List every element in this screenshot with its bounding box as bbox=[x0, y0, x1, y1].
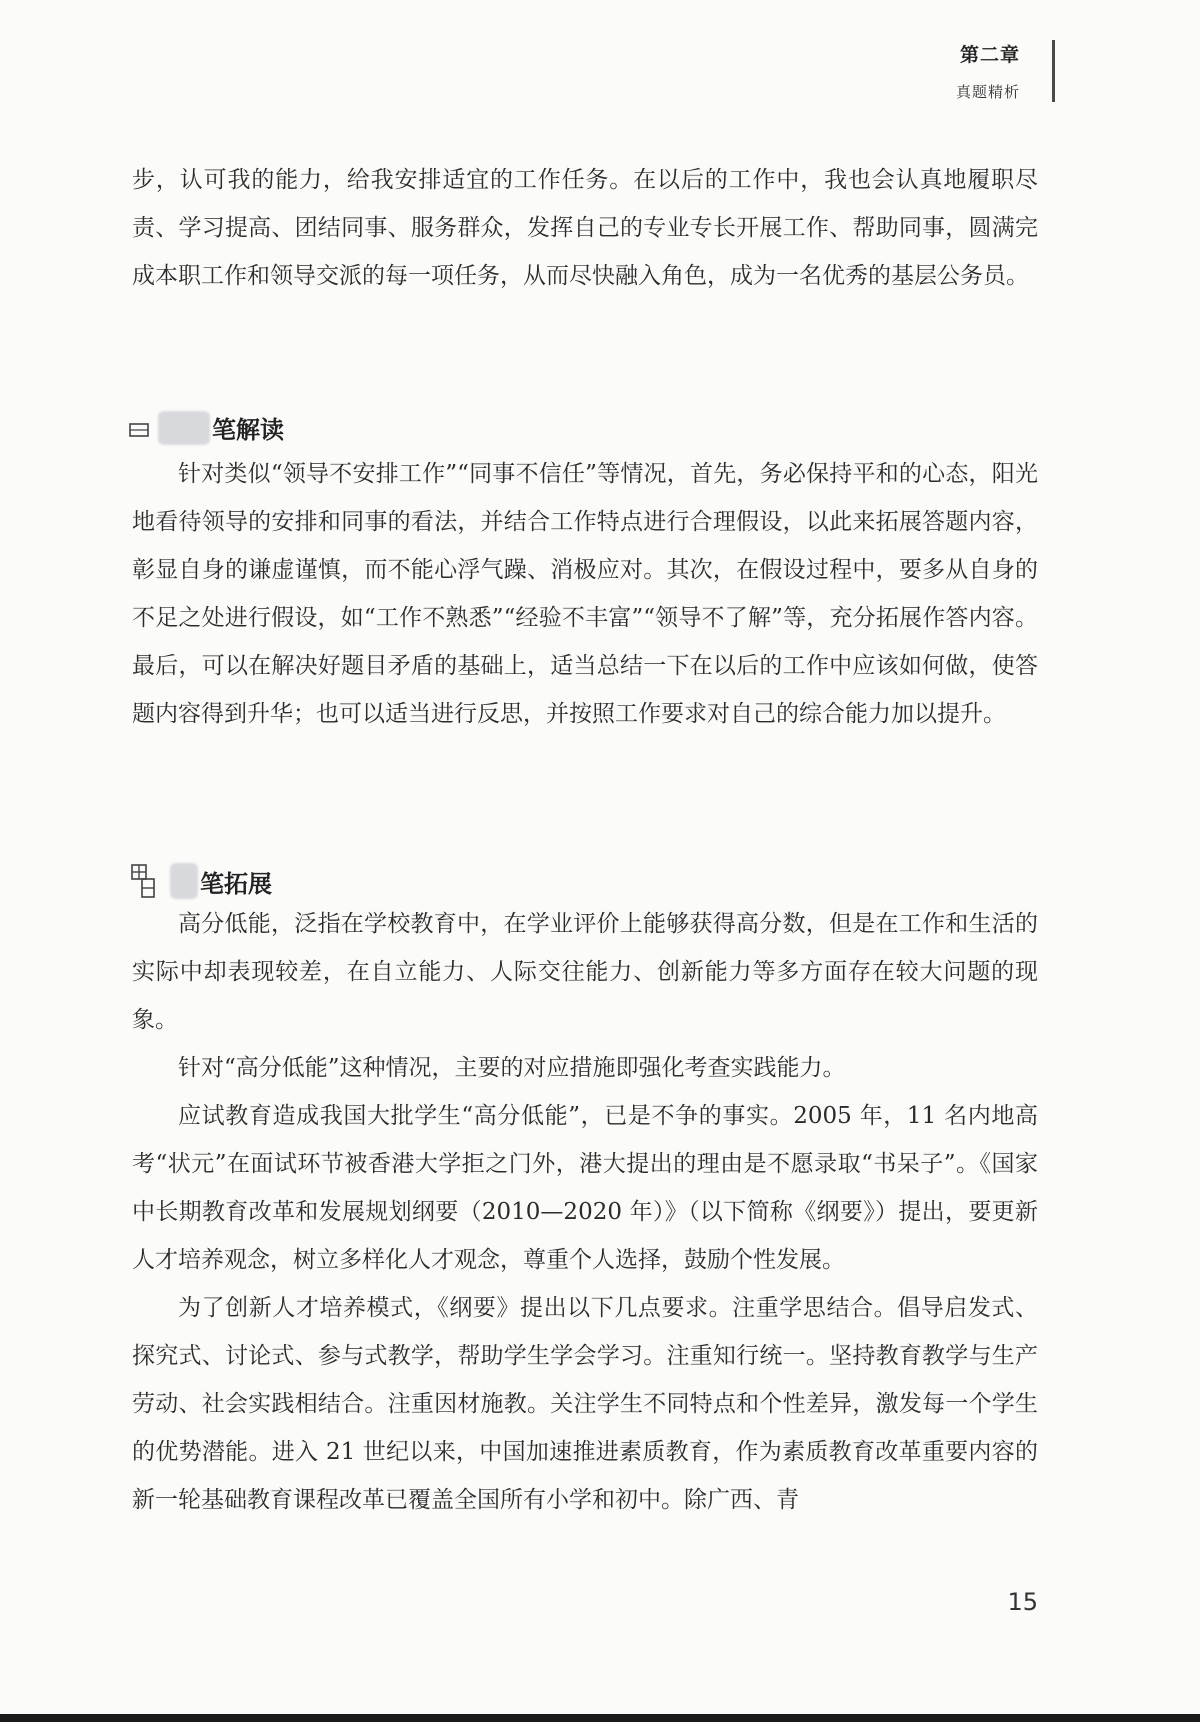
page-number: 15 bbox=[1007, 1588, 1038, 1616]
header-divider bbox=[1052, 40, 1055, 102]
section-title: 笔解读 bbox=[212, 416, 284, 444]
paragraph: 针对类似“领导不安排工作”“同事不信任”等情况，首先，务必保持平和的心态，阳光地看待领导的安排和同事的看法，并结合工作特点进行合理假设，以此来拓展答题内容，彰显自身的谦虚谨慎，而不能心浮气躁、消极应对。其次，在假设过程中，要多从自身的不足之处进行假设，如“工作不熟悉”“经验不丰富”“领导不了解”等，充分拓展作答内容。最后，可以在解决好题目矛盾的基础上，适当总结一下在以后的工作中应该如何做，使答题内容得到升华；也可以适当进行反思，并按照工作要求对自己的综合能力加以提升。 bbox=[132, 461, 1038, 727]
running-head bbox=[956, 40, 1020, 102]
extension-text-block bbox=[132, 900, 1038, 1524]
section-title: 笔拓展 bbox=[200, 869, 272, 898]
section-heading-extension bbox=[128, 862, 272, 900]
chapter-title: 第二章 bbox=[959, 44, 1020, 66]
grid-pen-icon bbox=[128, 862, 166, 900]
notebook-icon bbox=[128, 416, 154, 440]
chapter-subtitle: 真题精析 bbox=[955, 83, 1020, 101]
paragraph: 为了创新人才培养模式，《纲要》提出以下几点要求。注重学思结合。倡导启发式、探究式、讨论式、参与式教学，帮助学生学会学习。注重知行统一。坚持教育教学与生产劳动、社会实践相结合。注重因材施教。关注学生不同特点和个性差异，激发每一个学生的优势潜能。进入 21 世纪以来，中国加速推进素质教育，作为素质教育改革重要内容的新一轮基础教育课程改革已覆盖全国所有小学和初中。除广西、青 bbox=[132, 1295, 1038, 1513]
scan-bottom-edge bbox=[0, 1714, 1200, 1722]
paragraph: 高分低能，泛指在学校教育中，在学业评价上能够获得高分数，但是在工作和生活的实际中却表现较差，在自立能力、人际交往能力、创新能力等多方面存在较大问题的现象。 bbox=[132, 911, 1038, 1033]
redacted-mark bbox=[158, 411, 210, 445]
section-heading-interpretation bbox=[128, 410, 284, 445]
redacted-mark bbox=[170, 863, 198, 899]
paragraph: 应试教育造成我国大批学生“高分低能”，已是不争的事实。2005 年，11 名内地高考“状元”在面试环节被香港大学拒之门外，港大提出的理由是不愿录取“书呆子”。《国家中长期教育改革和发展规划纲要（2010—2020 年）》（以下简称《纲要》）提出，要更新人才培养观念，树立多样化人才观念，尊重个人选择，鼓励个性发展。 bbox=[132, 1103, 1038, 1273]
intro-text-block bbox=[132, 156, 1038, 300]
paragraph: 针对“高分低能”这种情况，主要的对应措施即强化考查实践能力。 bbox=[178, 1055, 846, 1081]
intro-paragraph: 步，认可我的能力，给我安排适宜的工作任务。在以后的工作中，我也会认真地履职尽责、学习提高、团结同事、服务群众，发挥自己的专业专长开展工作、帮助同事，圆满完成本职工作和领导交派的每一项任务，从而尽快融入角色，成为一名优秀的基层公务员。 bbox=[132, 167, 1038, 289]
interpretation-text-block bbox=[132, 450, 1038, 738]
